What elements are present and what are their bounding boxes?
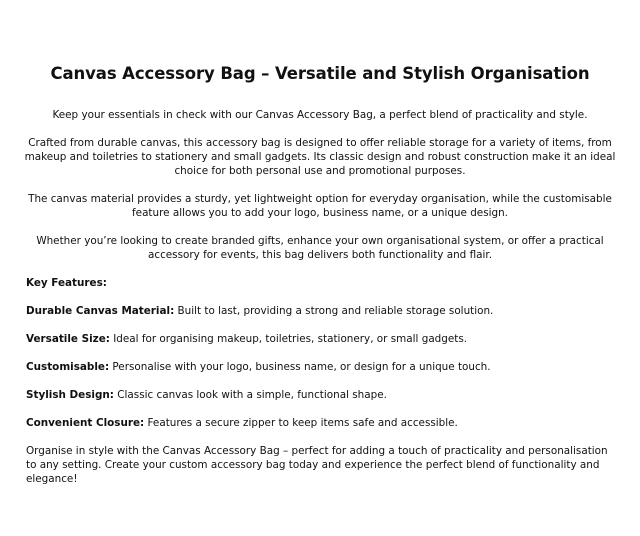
feature-label: Durable Canvas Material: (26, 305, 175, 317)
feature-text: Ideal for organising makeup, toiletries, stationery, or small gadgets. (109, 333, 468, 345)
description-paragraph-crafted: Crafted from durable canvas, this accessory bag is designed to offer reliable storage for a variety of items, from makeup and toiletries to stationery and small gadgets. Its classic design and robust construction make it an ideal choice for both personal use and promotional purposes. (24, 137, 616, 178)
intro-paragraph: Keep your essentials in check with our Canvas Accessory Bag, a perfect blend of practicality and style. (52, 109, 588, 121)
feature-text: Features a secure zipper to keep items safe and accessible. (144, 417, 458, 429)
feature-label: Customisable: (26, 361, 110, 373)
page-title: Canvas Accessory Bag – Versatile and Stylish Organisation (50, 64, 590, 83)
feature-item-stylish-design (26, 388, 616, 402)
description-paragraph-material: The canvas material provides a sturdy, yet lightweight option for everyday organisation, while the customisable feature allows you to add your logo, business name, or a unique design. (28, 193, 612, 220)
key-features-heading: Key Features: (26, 277, 107, 289)
feature-text: Classic canvas look with a simple, functional shape. (113, 389, 387, 401)
feature-item-versatile-size (26, 332, 616, 346)
feature-text: Built to last, providing a strong and reliable storage solution. (174, 305, 494, 317)
feature-item-customisable (26, 360, 616, 374)
feature-text: Personalise with your logo, business name, or design for a unique touch. (109, 361, 491, 373)
closing-paragraph: Organise in style with the Canvas Accessory Bag – perfect for adding a touch of practicality and personalisation to any setting. Create your custom accessory bag today and experience the perfect blend of functionality and elegance! (26, 445, 608, 486)
feature-label: Versatile Size: (26, 333, 110, 345)
feature-item-convenient-closure (26, 416, 616, 430)
feature-label: Convenient Closure: (26, 417, 145, 429)
description-paragraph-uses: Whether you’re looking to create branded gifts, enhance your own organisational system, or offer a practical accessory for events, this bag delivers both functionality and flair. (36, 235, 604, 262)
feature-item-durable-canvas (26, 304, 616, 318)
feature-label: Stylish Design: (26, 389, 114, 401)
